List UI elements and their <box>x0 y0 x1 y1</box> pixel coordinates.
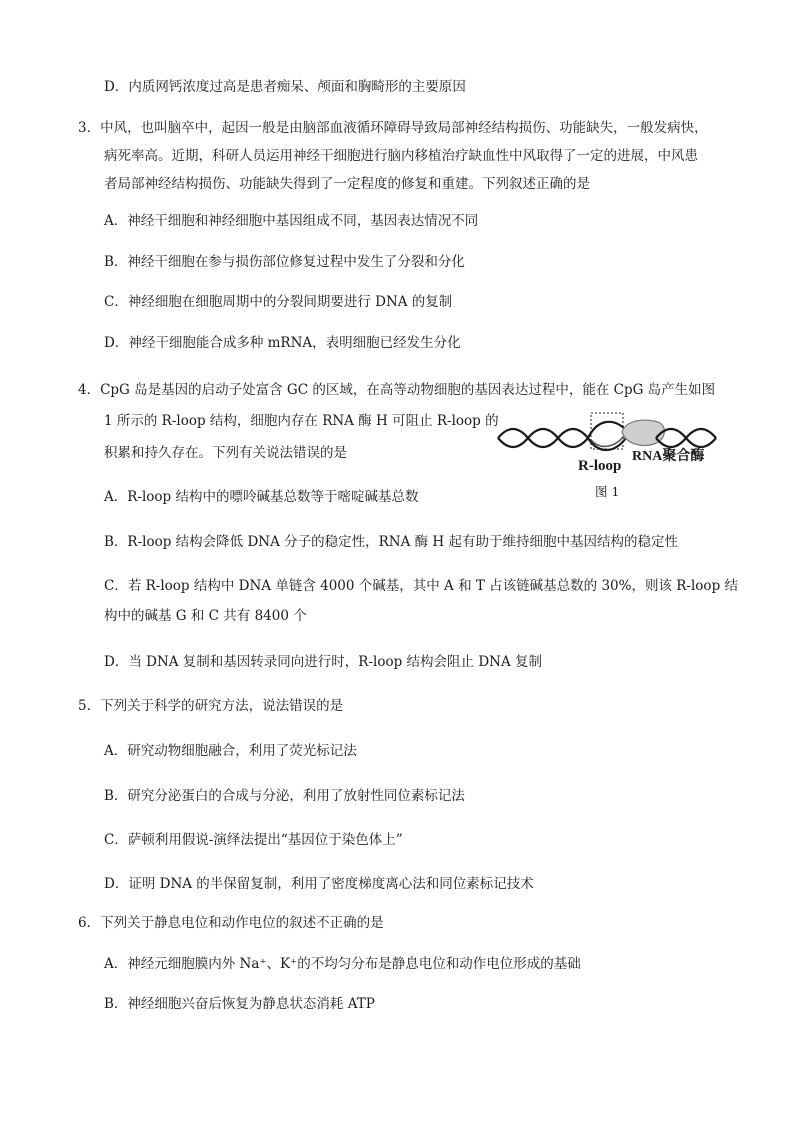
q4-option-d: D．当 DNA 复制和基因转录同向进行时，R-loop 结构会阻止 DNA 复制 <box>104 654 542 670</box>
q5-option-a: A．研究动物细胞融合，利用了荧光标记法 <box>104 743 357 759</box>
q6-option-a: A．神经元细胞膜内外 Na⁺、K⁺的不均匀分布是静息电位和动作电位形成的基础 <box>104 956 581 972</box>
q3-stem-line-2: 病死率高。近期，科研人员运用神经干细胞进行脑内移植治疗缺血性中风取得了一定的进展，中风患 <box>104 148 698 164</box>
q6-stem: 6．下列关于静息电位和动作电位的叙述不正确的是 <box>78 915 384 931</box>
q4-option-b: B．R-loop 结构会降低 DNA 分子的稳定性，RNA 酶 H 起有助于维持细胞中基因结构的稳定性 <box>104 534 678 550</box>
q6-option-b: B．神经细胞兴奋后恢复为静息状态消耗 ATP <box>104 996 375 1012</box>
q4-stem-line-1: 4．CpG 岛是基因的启动子处富含 GC 的区域，在高等动物细胞的基因表达过程中，能在 CpG 岛产生如图 <box>78 382 716 398</box>
q4-option-c-line-2: 构中的碱基 G 和 C 共有 8400 个 <box>104 608 307 624</box>
q5-option-d: D．证明 DNA 的半保留复制，利用了密度梯度离心法和同位素标记技术 <box>104 876 534 892</box>
q3-option-a: A．神经干细胞和神经细胞中基因组成不同，基因表达情况不同 <box>104 213 479 229</box>
q3-option-d: D．神经干细胞能合成多种 mRNA，表明细胞已经发生分化 <box>104 335 461 351</box>
q3-option-b: B．神经干细胞在参与损伤部位修复过程中发生了分裂和分化 <box>104 254 465 270</box>
q2-option-d: D．内质网钙浓度过高是患者痴呆、颅面和胸畸形的主要原因 <box>104 79 466 95</box>
q4-option-a: A．R-loop 结构中的嘌呤碱基总数等于嘧啶碱基总数 <box>104 489 419 505</box>
q4-option-c-line-1: C．若 R-loop 结构中 DNA 单链含 4000 个碱基，其中 A 和 T 占该链碱基总数的 30%，则该 R-loop 结 <box>104 578 738 594</box>
label-rna-polymerase: RNA聚合酶 <box>632 449 705 464</box>
q3-stem-line-1: 3．中风，也叫脑卒中，起因一般是由脑部血液循环障碍导致局部神经结构损伤、功能缺失，一般发病快， <box>78 120 708 136</box>
label-r-loop: R-loop <box>578 458 622 474</box>
q5-option-b: B．研究分泌蛋白的合成与分泌，利用了放射性同位素标记法 <box>104 788 465 804</box>
q3-option-c: C．神经细胞在细胞周期中的分裂间期要进行 DNA 的复制 <box>104 294 453 310</box>
dna-strand-left-b <box>498 429 588 447</box>
dna-strand-bubble-top <box>588 422 626 438</box>
q4-stem-line-2: 1 所示的 R-loop 结构，细胞内存在 RNA 酶 H 可阻止 R-loop 的 <box>104 413 499 429</box>
q5-stem: 5．下列关于科学的研究方法，说法错误的是 <box>78 698 344 714</box>
q3-stem-line-3: 者局部神经结构损伤、功能缺失得到了一定程度的修复和重建。下列叙述正确的是 <box>104 176 590 192</box>
q5-option-c: C．萨顿利用假说-演绎法提出“基因位于染色体上” <box>104 832 403 848</box>
q4-stem-line-3: 积累和持久存在。下列有关说法错误的是 <box>104 445 347 461</box>
dna-strand-left-a <box>498 429 588 447</box>
figure-caption: 图 1 <box>595 484 620 499</box>
